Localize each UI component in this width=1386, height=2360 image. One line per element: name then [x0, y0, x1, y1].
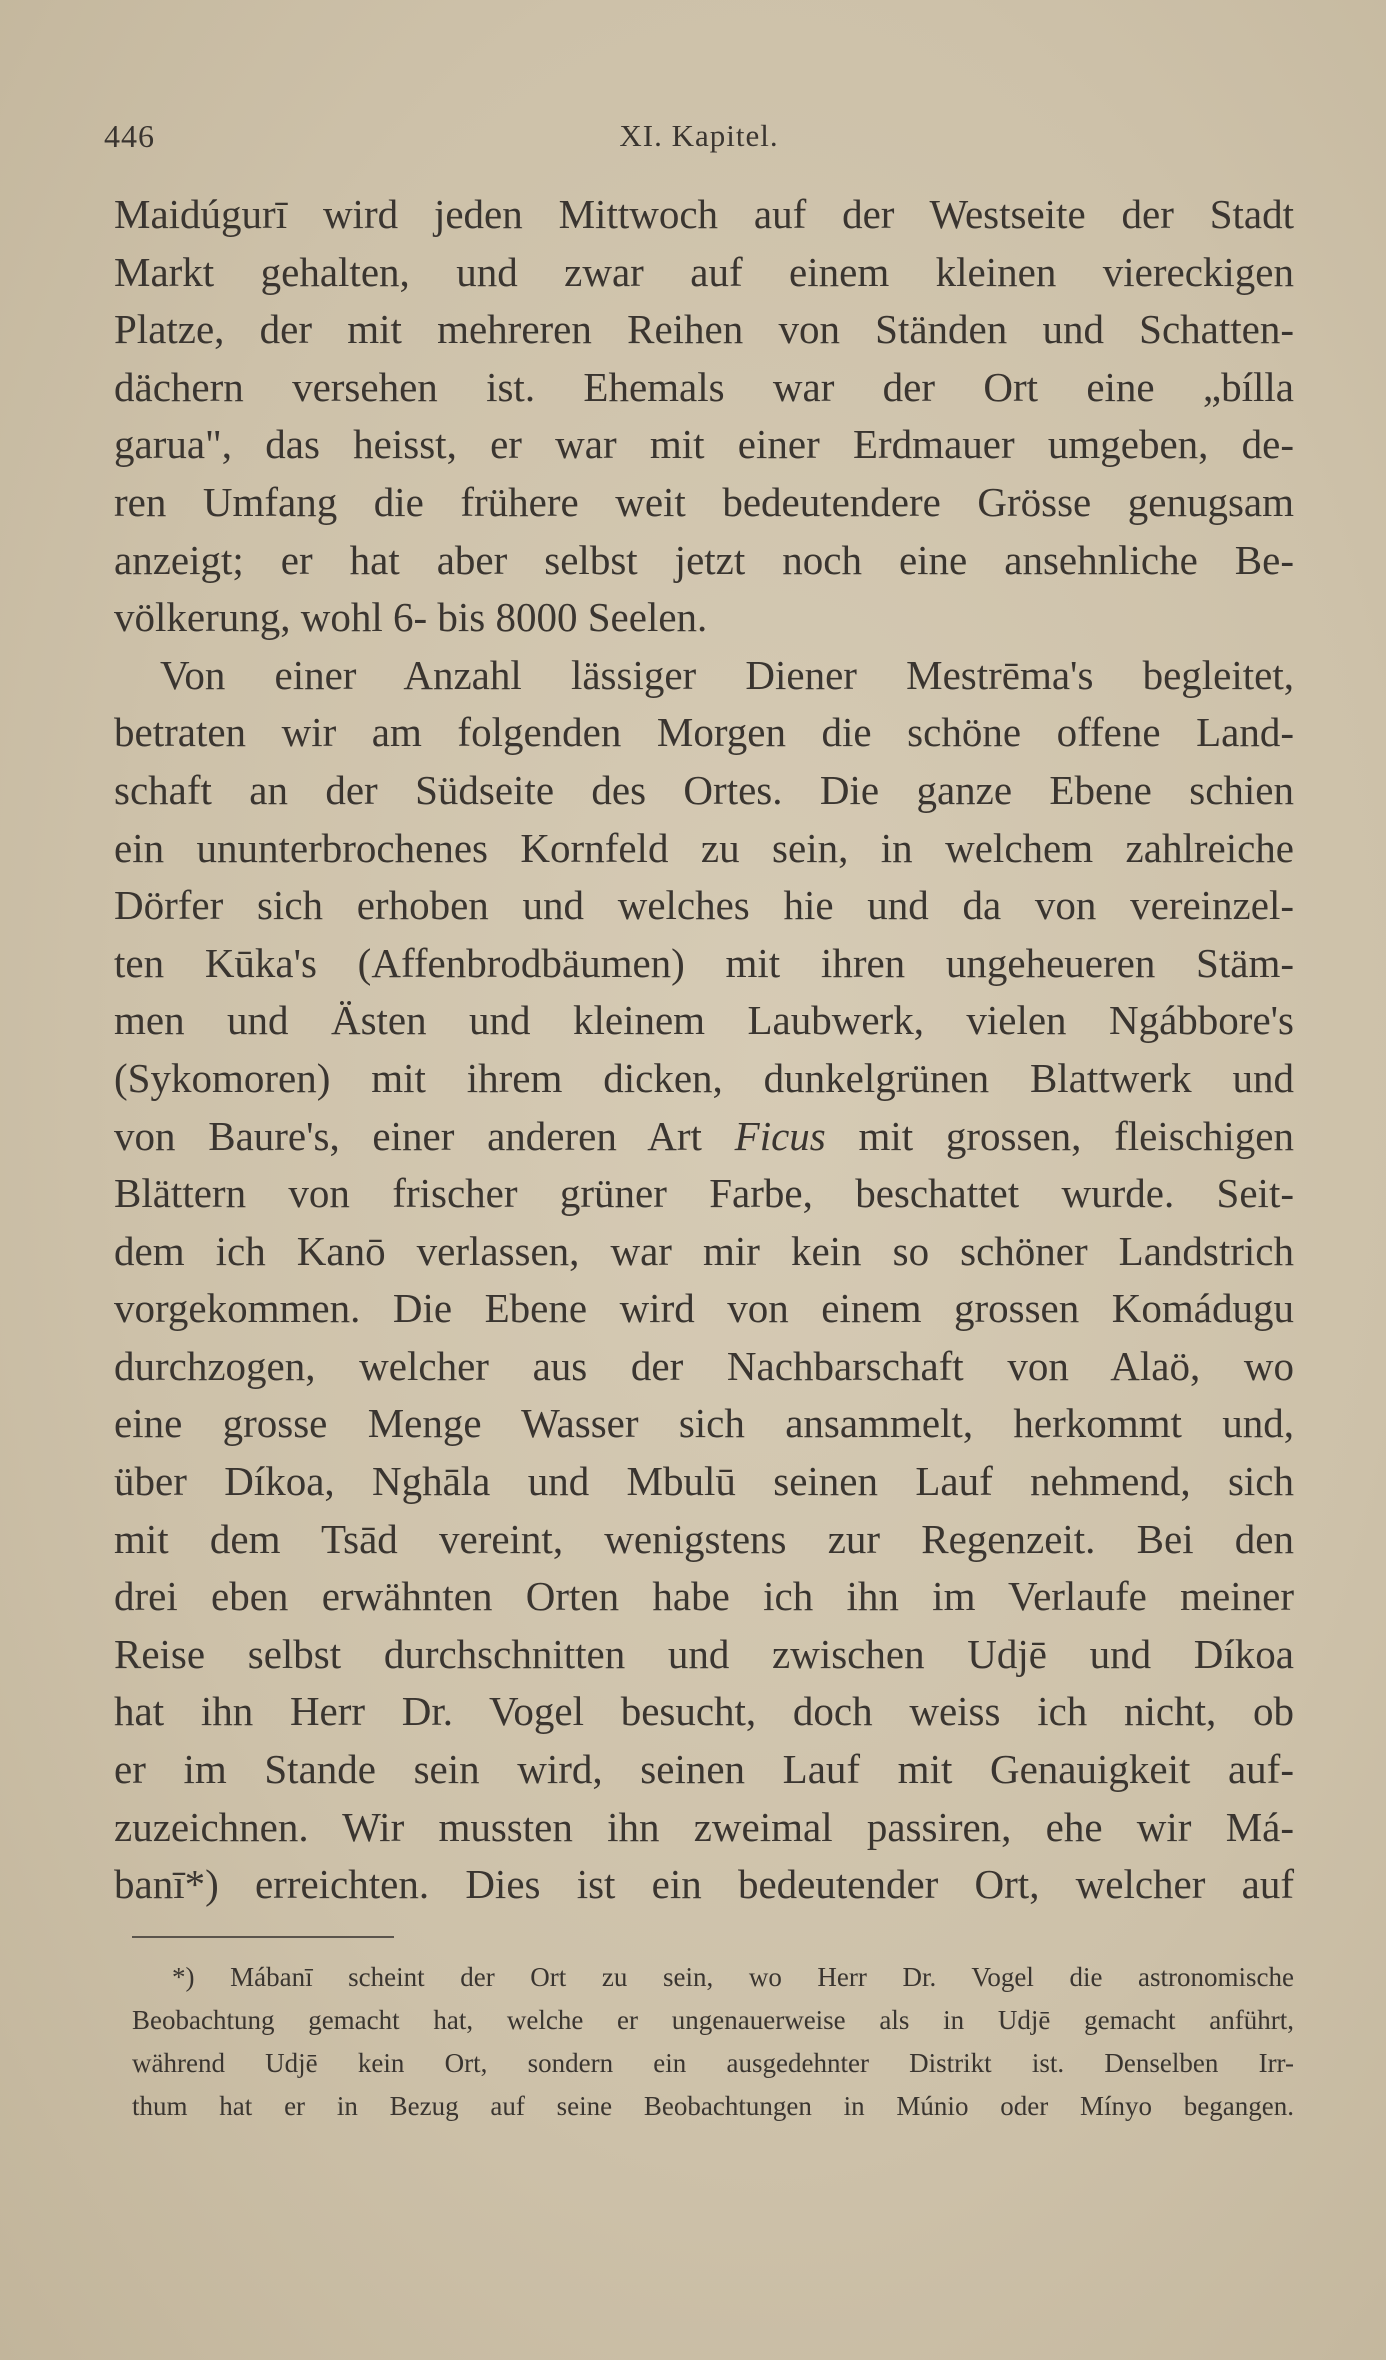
footnote-line: thum hat er in Bezug auf seine Beobachtungen in Múnio oder Mínyo begangen. [132, 2091, 1294, 2121]
text-line: über Díkoa, Nghāla und Mbulū seinen Lauf nehmend, sich [114, 1458, 1294, 1505]
text-line: Markt gehalten, und zwar auf einem kleinen viereckigen [114, 248, 1294, 295]
text-line: hat ihn Herr Dr. Vogel besucht, doch weiss ich nicht, ob [114, 1688, 1294, 1735]
running-title: XI. Kapitel. [619, 118, 779, 153]
text-line: ein ununterbrochenes Kornfeld zu sein, in welchem zahlreiche [114, 824, 1294, 871]
text-line-with-italic [114, 1108, 1294, 1166]
text-line: Blättern von frischer grüner Farbe, beschattet wurde. Seit- [114, 1170, 1294, 1217]
text-line: ten Kūka's (Affenbrodbäumen) mit ihren ungeheueren Stäm- [114, 939, 1294, 986]
text-line: mit dem Tsād vereint, wenigstens zur Regenzeit. Bei den [114, 1515, 1294, 1562]
text-segment: von Baure's, einer anderen Art [114, 1112, 735, 1159]
footnote [132, 1956, 1294, 2128]
page-header [104, 118, 1294, 158]
text-line: Reise selbst durchschnitten und zwischen Udjē und Díkoa [114, 1630, 1294, 1677]
text-line: garua", das heisst, er war mit einer Erdmauer umgeben, de- [114, 421, 1294, 468]
text-line: (Sykomoren) mit ihrem dicken, dunkelgrünen Blattwerk und [114, 1054, 1294, 1101]
text-line: durchzogen, welcher aus der Nachbarschaft von Alaö, wo [114, 1342, 1294, 1389]
text-line: zuzeichnen. Wir mussten ihn zweimal passiren, ehe wir Má- [114, 1803, 1294, 1850]
text-line: er im Stande sein wird, seinen Lauf mit Genauigkeit auf- [114, 1746, 1294, 1793]
text-line: betraten wir am folgenden Morgen die schöne offene Land- [114, 709, 1294, 756]
text-line: men und Ästen und kleinem Laubwerk, vielen Ngábbore's [114, 997, 1294, 1044]
main-text [114, 186, 1294, 1914]
page-number: 446 [104, 118, 155, 154]
text-line: eine grosse Menge Wasser sich ansammelt, herkommt und, [114, 1400, 1294, 1447]
footnote-line: Beobachtung gemacht hat, welche er ungenauerweise als in Udjē gemacht anführt, [132, 2005, 1294, 2035]
text-line: Platze, der mit mehreren Reihen von Ständen und Schatten- [114, 306, 1294, 353]
text-line: Dörfer sich erhoben und welches hie und da von vereinzel- [114, 882, 1294, 929]
text-line: dächern versehen ist. Ehemals war der Ort eine „bílla [114, 363, 1294, 410]
text-line: dem ich Kanō verlassen, war mir kein so schöner Landstrich [114, 1227, 1294, 1274]
text-line: schaft an der Südseite des Ortes. Die ganze Ebene schien [114, 766, 1294, 813]
italic-term: Ficus [734, 1112, 826, 1159]
text-line: ren Umfang die frühere weit bedeutendere Grösse genugsam [114, 478, 1294, 525]
text-line: völkerung, wohl 6- bis 8000 Seelen. [114, 594, 708, 641]
footnote-line: *) Mábanī scheint der Ort zu sein, wo Herr Dr. Vogel die astronomische [172, 1962, 1294, 1992]
text-line: drei eben erwähnten Orten habe ich ihn im Verlaufe meiner [114, 1573, 1294, 1620]
text-segment: mit grossen, fleischigen [825, 1112, 1294, 1159]
footnote-line: während Udjē kein Ort, sondern ein ausgedehnter Distrikt ist. Denselben Irr- [132, 2048, 1294, 2078]
text-line: banī*) erreichten. Dies ist ein bedeutender Ort, welcher auf [114, 1861, 1294, 1908]
text-line: Maidúgurī wird jeden Mittwoch auf der Westseite der Stadt [114, 191, 1294, 237]
text-line: Von einer Anzahl lässiger Diener Mestrēma's begleitet, [160, 651, 1294, 698]
text-line: vorgekommen. Die Ebene wird von einem grossen Komádugu [114, 1285, 1294, 1332]
text-line: anzeigt; er hat aber selbst jetzt noch eine ansehnliche Be- [114, 536, 1294, 583]
footnote-divider [132, 1936, 394, 1938]
